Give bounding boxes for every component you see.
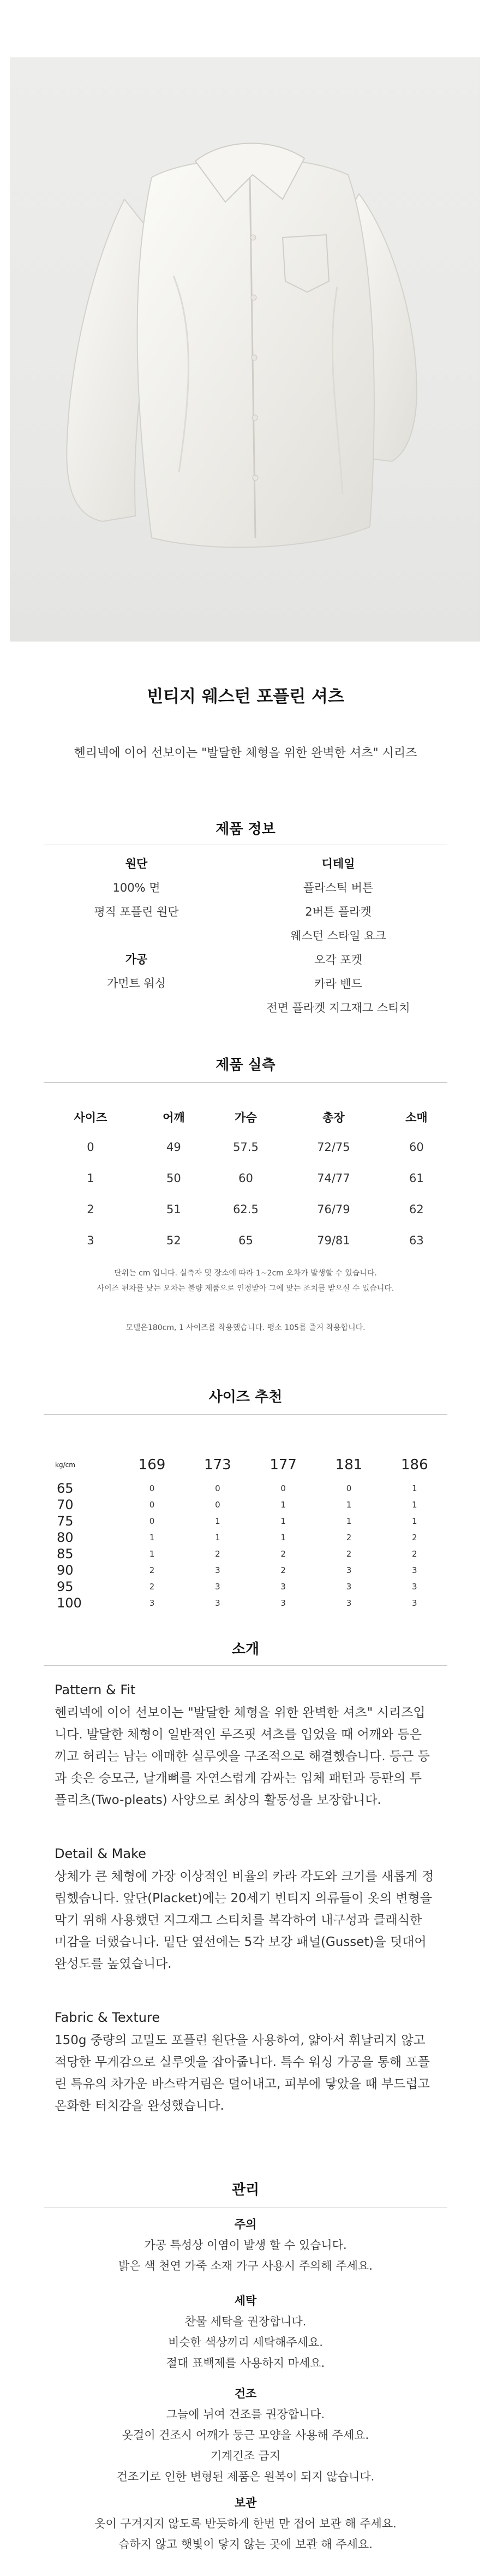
note-line: 사이즈 편차를 낮는 오차는 불량 제품으로 인정받아 그에 맞는 조치를 받으실 수 있습니다. [97, 1284, 394, 1293]
care-heading: 건조 [234, 2387, 257, 2400]
detail-line: 2버튼 플라켓 [305, 905, 372, 918]
height-cell: 181 [335, 1457, 363, 1473]
measurements-table [41, 1103, 450, 1256]
size-cell: 0 [149, 1500, 155, 1510]
size-cell: 3 [215, 1598, 220, 1608]
table-cell: 65 [238, 1233, 253, 1247]
size-cell: 0 [149, 1516, 155, 1526]
weight-cell: 85 [57, 1546, 74, 1562]
weight-cell: 90 [57, 1563, 74, 1578]
info-title: 제품 정보 [215, 821, 276, 838]
size-cell: 3 [412, 1565, 417, 1575]
header-cell: 소매 [405, 1111, 428, 1124]
size-cell: 1 [412, 1516, 417, 1526]
care-heading: 주의 [234, 2218, 257, 2231]
size-cell: 2 [412, 1533, 417, 1542]
table-row [55, 1578, 447, 1595]
care-line: 습하지 않고 햇빛이 닿지 않는 곳에 보관 해 주세요. [118, 2538, 373, 2551]
size-cell: 0 [149, 1483, 155, 1493]
size-cell: 1 [280, 1516, 286, 1526]
product-title: 빈티지 웨스턴 포플린 셔츠 [147, 687, 344, 707]
table-row [55, 1546, 447, 1562]
header-cell: 총장 [322, 1111, 345, 1124]
recommend-title: 사이즈 추천 [208, 1389, 283, 1405]
table-row [55, 1562, 447, 1578]
table-cell: 72/75 [317, 1140, 350, 1154]
care-section-storage [0, 2492, 491, 2555]
size-cell: 2 [149, 1565, 155, 1575]
size-cell: 2 [215, 1549, 220, 1559]
table-cell: 60 [409, 1140, 424, 1154]
size-cell: 0 [280, 1483, 286, 1493]
table-row [41, 1162, 450, 1194]
size-cell: 0 [346, 1483, 352, 1493]
detail-head: 디테일 [321, 857, 355, 870]
table-cell: 62.5 [233, 1202, 259, 1216]
care-line: 찬물 세탁을 권장합니다. [184, 2315, 307, 2328]
weight-cell: 80 [57, 1530, 74, 1545]
divider [44, 1414, 447, 1415]
size-cell: 1 [215, 1533, 220, 1542]
care-section-caution [0, 2214, 491, 2276]
care-line: 그늘에 뉘여 건조를 권장합니다. [166, 2408, 325, 2421]
size-cell: 1 [280, 1533, 286, 1542]
section-heading: Fabric & Texture [55, 2010, 160, 2025]
table-cell: 76/79 [317, 1202, 350, 1216]
table-header-row [41, 1103, 450, 1131]
height-cell: 173 [204, 1457, 231, 1473]
size-cell: 3 [346, 1598, 352, 1608]
care-heading: 보관 [234, 2496, 257, 2509]
detail-line: 전면 플라켓 지그재그 스티치 [266, 1001, 410, 1014]
size-cell: 3 [346, 1582, 352, 1592]
size-cell: 1 [412, 1500, 417, 1510]
size-cell: 3 [280, 1598, 286, 1608]
weight-cell: 75 [57, 1513, 74, 1529]
care-line: 가공 특성상 이염이 발생 할 수 있습니다. [144, 2239, 347, 2252]
size-cell: 0 [215, 1483, 220, 1493]
header-cell: 어깨 [163, 1111, 185, 1124]
table-row [55, 1529, 447, 1546]
care-line: 옷걸이 건조시 어깨가 둥근 모양을 사용해 주세요. [122, 2429, 369, 2442]
table-cell: 57.5 [233, 1140, 259, 1154]
size-cell: 3 [215, 1565, 220, 1575]
size-cell: 3 [149, 1598, 155, 1608]
weight-cell: 70 [57, 1497, 74, 1512]
header-cell: 사이즈 [74, 1111, 107, 1124]
divider [44, 1082, 447, 1083]
note-line: 단위는 cm 입니다. 실측자 및 장소에 따라 1~2cm 오차가 발생할 수 있습니다. [114, 1269, 377, 1278]
detail-line: 카라 밴드 [314, 977, 362, 990]
intro-section-pattern [55, 1679, 436, 1811]
size-cell: 1 [215, 1516, 220, 1526]
size-cell: 2 [412, 1549, 417, 1559]
table-header-row [55, 1450, 447, 1480]
product-image [10, 57, 480, 642]
care-line: 절대 표백제를 사용하지 마세요. [166, 2357, 325, 2370]
table-row [41, 1225, 450, 1256]
weight-cell: 95 [57, 1579, 74, 1594]
detail-block [246, 852, 431, 1020]
care-line: 옷이 구겨지지 않도록 반듯하게 한번 만 접어 보관 해 주세요. [94, 2517, 397, 2530]
fabric-block [82, 852, 191, 924]
table-row [55, 1480, 447, 1497]
table-cell: 62 [409, 1202, 424, 1216]
table-cell: 2 [87, 1202, 94, 1216]
size-cell: 0 [215, 1500, 220, 1510]
size-cell: 3 [215, 1582, 220, 1592]
product-subtitle: 헨리넥에 이어 선보이는 "발달한 체형을 위한 완벽한 셔츠" 시리즈 [74, 746, 417, 760]
size-cell: 1 [149, 1549, 155, 1559]
care-line: 기계건조 금지 [210, 2449, 281, 2462]
size-recommend-table [55, 1450, 447, 1611]
fabric-line: 평직 포플린 원단 [94, 905, 179, 918]
table-row [55, 1513, 447, 1529]
table-row [55, 1497, 447, 1513]
size-cell: 3 [346, 1565, 352, 1575]
weight-cell: 65 [57, 1481, 74, 1496]
section-body: 150g 중량의 고밀도 포플린 원단을 사용하여, 얇아서 휘날리지 않고 적당한 무게감으로 실루엣을 잡아줍니다. 특수 워싱 가공을 통해 포플린 특유의 차가운 바스락거림은 덜어내고, 피부에 닿았을 때 부드럽고 온화한 터치감을 완성했습니다. [55, 2033, 430, 2113]
intro-section-fabric [55, 2007, 436, 2117]
care-title: 관리 [231, 2182, 260, 2198]
size-cell: 1 [346, 1500, 352, 1510]
table-row [55, 1595, 447, 1611]
detail-line: 오각 포켓 [314, 953, 362, 966]
care-heading: 세탁 [234, 2294, 257, 2307]
size-cell: 3 [412, 1598, 417, 1608]
care-line: 비슷한 색상끼리 세탁해주세요. [168, 2336, 323, 2349]
size-cell: 1 [346, 1516, 352, 1526]
section-heading: Detail & Make [55, 1846, 146, 1861]
table-cell: 0 [87, 1140, 94, 1154]
process-line: 가먼트 워싱 [106, 977, 166, 990]
size-cell: 2 [280, 1565, 286, 1575]
weight-cell: 100 [57, 1595, 82, 1611]
height-cell: 177 [270, 1457, 297, 1473]
section-body: 상체가 큰 체형에 가장 이상적인 비율의 카라 각도와 크기를 새롭게 정립했습니다. 앞단(Placket)에는 20세기 빈티지 의류들이 옷의 변형을 막기 위해 사용했던 지그재그 스티치를 복각하여 내구성과 클래식한 미감을 더했습니다. 밑단 옆선에는 5각 보강 패널(Gusset)을 덧대어 완성도를 높였습니다. [55, 1869, 434, 1971]
measurement-note [0, 1266, 491, 1296]
table-cell: 60 [238, 1171, 253, 1185]
table-cell: 74/77 [317, 1171, 350, 1185]
measurements-title: 제품 실측 [215, 1057, 276, 1073]
care-section-dry [0, 2383, 491, 2487]
table-cell: 61 [409, 1171, 424, 1185]
table-cell: 79/81 [317, 1233, 350, 1247]
table-cell: 1 [87, 1171, 94, 1185]
fabric-line: 100% 면 [112, 881, 160, 894]
size-cell: 2 [346, 1549, 352, 1559]
fabric-head: 원단 [125, 857, 148, 870]
table-cell: 63 [409, 1233, 424, 1247]
size-cell: 1 [280, 1500, 286, 1510]
process-head: 가공 [125, 953, 148, 966]
intro-section-detail [55, 1843, 436, 1975]
section-heading: Pattern & Fit [55, 1682, 136, 1697]
size-cell: 2 [280, 1549, 286, 1559]
divider [44, 1665, 447, 1666]
process-block [82, 947, 191, 995]
care-section-wash [0, 2290, 491, 2373]
size-cell: 2 [149, 1582, 155, 1592]
section-body: 헨리넥에 이어 선보이는 "발달한 체형을 위한 완벽한 셔츠" 시리즈입니다. 발달한 체형이 일반적인 루즈핏 셔츠를 입었을 때 어깨와 등은 끼고 허리는 남는 애매한 실루엣을 구조적으로 해결했습니다. 등근 등과 솟은 승모근, 날개뼈를 자연스럽게 감싸는 입체 패턴과 등판의 투 플리츠(Two-pleats) 사양으로 최상의 활동성을 보장합니다. [55, 1706, 430, 1807]
table-cell: 51 [166, 1202, 181, 1216]
table-cell: 49 [166, 1140, 181, 1154]
model-note: 모델은180cm, 1 사이즈를 착용했습니다. 평소 105를 즐겨 착용합니다. [125, 1323, 366, 1332]
table-cell: 3 [87, 1233, 94, 1247]
table-cell: 52 [166, 1233, 181, 1247]
kg-label: kg/cm [55, 1461, 75, 1469]
care-line: 건조기로 인한 변형된 제품은 원복이 되지 않습니다. [116, 2470, 375, 2483]
height-cell: 169 [138, 1457, 166, 1473]
care-line: 밝은 색 천연 가죽 소재 가구 사용시 주의해 주세요. [118, 2259, 373, 2272]
size-cell: 3 [280, 1582, 286, 1592]
size-cell: 1 [149, 1533, 155, 1542]
header-cell: 가슴 [235, 1111, 257, 1124]
height-cell: 186 [401, 1457, 428, 1473]
size-cell: 2 [346, 1533, 352, 1542]
table-cell: 50 [166, 1171, 181, 1185]
detail-line: 플라스틱 버튼 [303, 881, 374, 894]
detail-line: 웨스턴 스타일 요크 [290, 929, 386, 942]
table-row [41, 1194, 450, 1225]
intro-title: 소개 [231, 1641, 260, 1658]
shirt-illustration [10, 57, 480, 642]
size-cell: 3 [412, 1582, 417, 1592]
size-cell: 1 [412, 1483, 417, 1493]
table-row [41, 1131, 450, 1162]
